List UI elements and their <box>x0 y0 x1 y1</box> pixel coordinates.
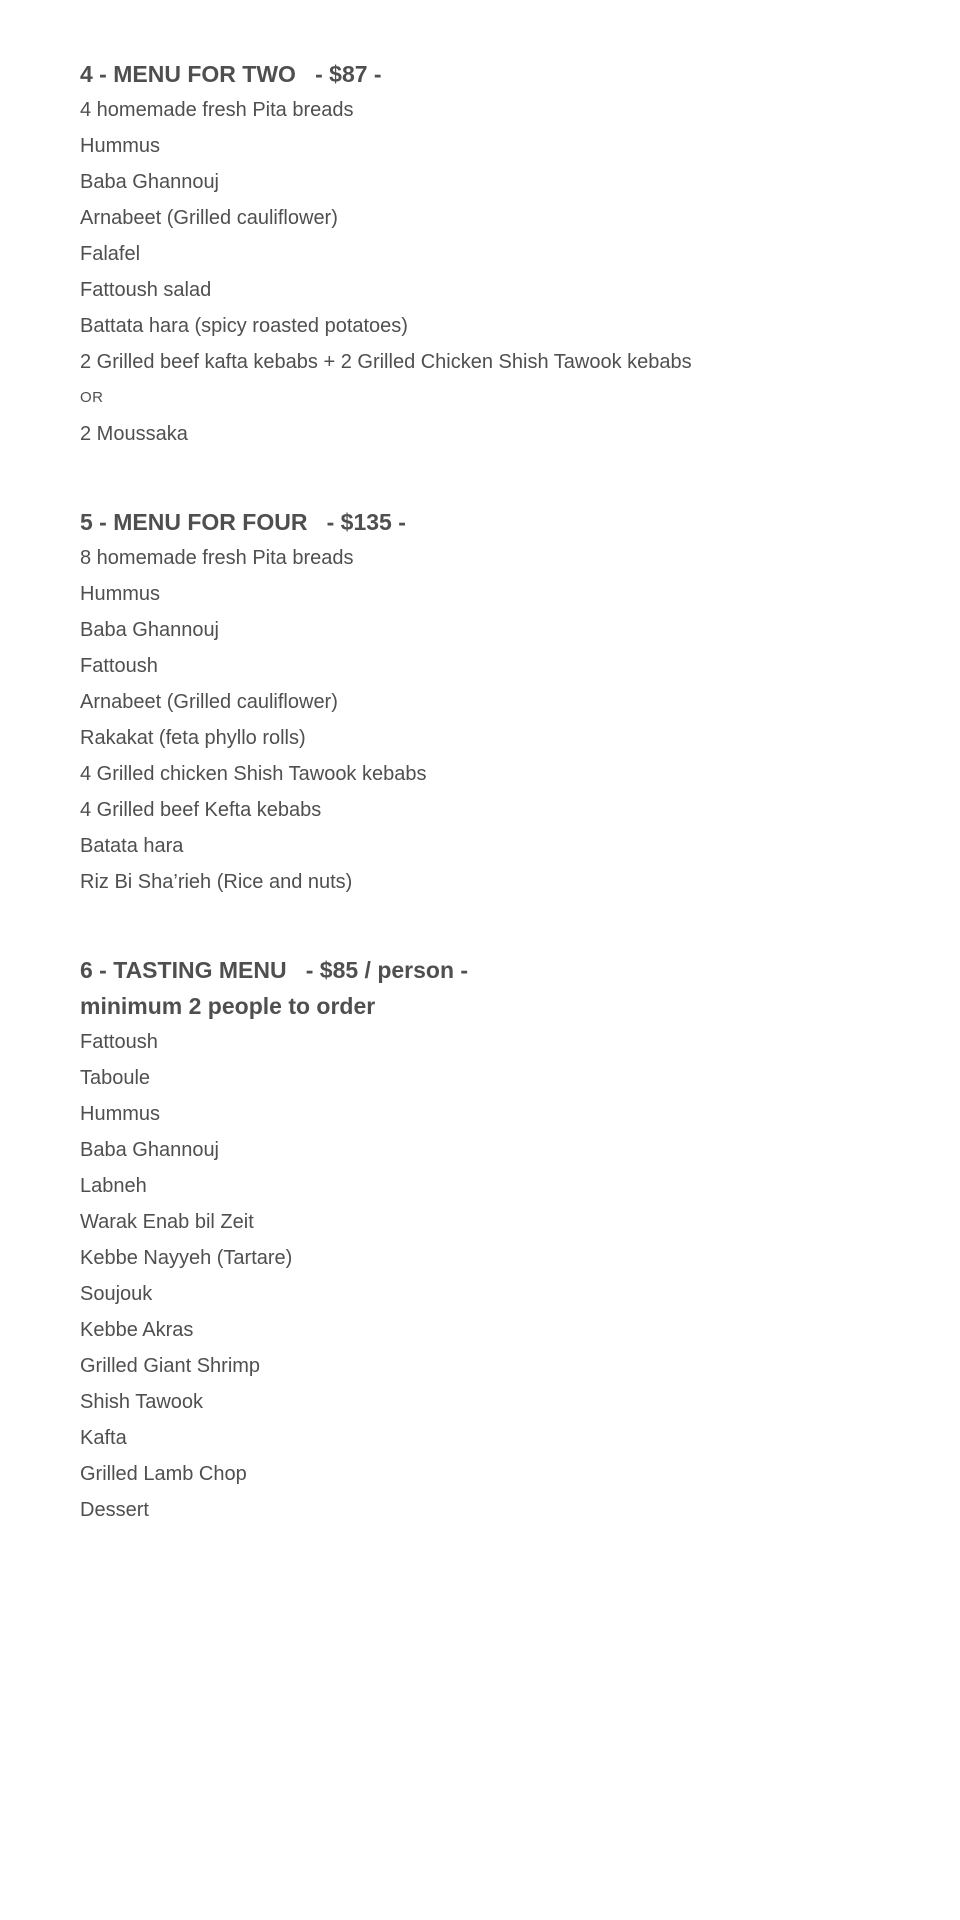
menu-item: Grilled Giant Shrimp <box>80 1355 261 1377</box>
menu-item: 4 Grilled beef Kefta kebabs <box>80 799 322 821</box>
menu-item: Arnabeet (Grilled cauliflower) <box>80 691 338 713</box>
section-subtitle: minimum 2 people to order <box>80 993 376 1019</box>
menu-item: Baba Ghannouj <box>80 1139 220 1161</box>
menu-item: Baba Ghannouj <box>80 619 220 641</box>
menu-item: 8 homemade fresh Pita breads <box>80 547 354 569</box>
menu-item: Labneh <box>80 1175 147 1197</box>
menu-item: 4 homemade fresh Pita breads <box>80 99 354 121</box>
menu-item: Kebbe Akras <box>80 1319 194 1341</box>
menu-item: Hummus <box>80 583 161 605</box>
menu-item: Rakakat (feta phyllo rolls) <box>80 727 306 749</box>
section-title: 6 - TASTING MENU - $85 / person - <box>80 957 469 983</box>
menu-item: Shish Tawook <box>80 1391 204 1413</box>
menu-item: Grilled Lamb Chop <box>80 1463 247 1485</box>
menu-section-two <box>80 56 920 452</box>
menu-item: Warak Enab bil Zeit <box>80 1211 254 1233</box>
section-title: 5 - MENU FOR FOUR - $135 - <box>80 509 406 535</box>
menu-document <box>80 56 920 1580</box>
menu-item: Fattoush <box>80 1031 158 1053</box>
menu-item: Battata hara (spicy roasted potatoes) <box>80 315 408 337</box>
menu-item: Hummus <box>80 135 161 157</box>
menu-section-four <box>80 504 920 900</box>
menu-item: Fattoush <box>80 655 158 677</box>
menu-item: 2 Moussaka <box>80 423 188 445</box>
menu-item: Taboule <box>80 1067 151 1089</box>
menu-item: Riz Bi Sha’rieh (Rice and nuts) <box>80 871 353 893</box>
menu-item: Fattoush salad <box>80 279 212 301</box>
section-title: 4 - MENU FOR TWO - $87 - <box>80 61 382 87</box>
menu-item: Soujouk <box>80 1283 153 1305</box>
menu-item: Arnabeet (Grilled cauliflower) <box>80 207 338 229</box>
menu-item: Kafta <box>80 1427 127 1449</box>
menu-item: 4 Grilled chicken Shish Tawook kebabs <box>80 763 427 785</box>
menu-item: 2 Grilled beef kafta kebabs + 2 Grilled Chicken Shish Tawook kebabs <box>80 351 692 373</box>
menu-item: Falafel <box>80 243 141 265</box>
menu-item: Kebbe Nayyeh (Tartare) <box>80 1247 293 1269</box>
menu-item: Hummus <box>80 1103 161 1125</box>
menu-item: Dessert <box>80 1499 149 1521</box>
menu-section-tasting <box>80 952 920 1528</box>
menu-item: Batata hara <box>80 835 184 857</box>
menu-item-or: OR <box>80 389 104 406</box>
menu-item: Baba Ghannouj <box>80 171 220 193</box>
